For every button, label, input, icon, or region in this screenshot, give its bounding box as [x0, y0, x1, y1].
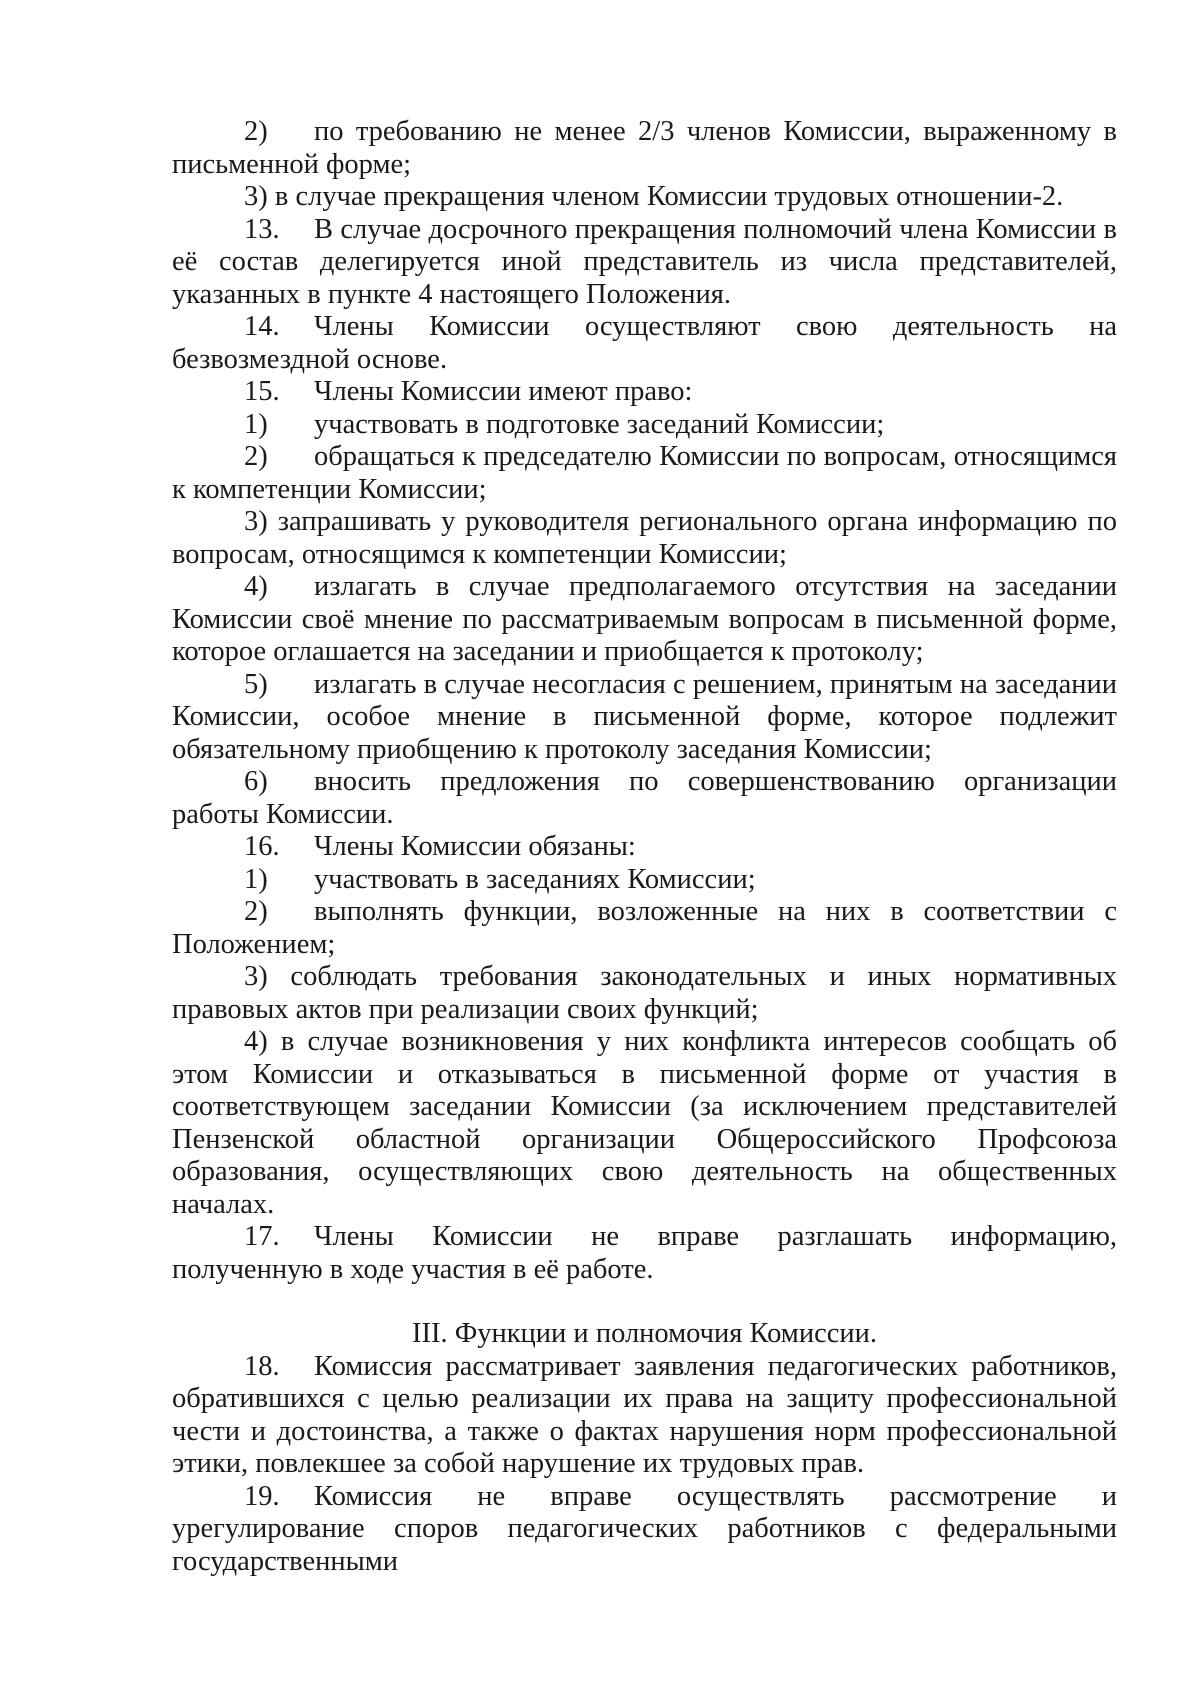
item-number: 1) — [244, 408, 268, 440]
paragraph-item-3-termination — [172, 181, 1117, 214]
paragraph-15-item-1 — [172, 409, 1117, 442]
paragraph-18 — [172, 1351, 1117, 1481]
paragraph-text: 3) запрашивать у руководителя регионального органа информацию по вопросам, относящимся к компетенции Комиссии; — [172, 506, 1117, 570]
paragraph-15-item-2 — [172, 441, 1117, 506]
item-number: 13. — [244, 213, 280, 245]
paragraph-17 — [172, 1221, 1117, 1286]
paragraph-text: Члены Комиссии обязаны: — [314, 831, 636, 862]
paragraph-text: 3) соблюдать требования законодательных и иных нормативных правовых актов при реализации своих функций; — [172, 961, 1117, 1025]
paragraph-text: по требованию не менее 2/3 членов Комиссии, выраженному в письменной форме; — [172, 116, 1117, 180]
item-number: 16. — [244, 831, 280, 862]
item-number: 2) — [244, 441, 268, 472]
item-number: 5) — [244, 668, 268, 700]
paragraph-13 — [172, 214, 1117, 312]
item-number: 2) — [244, 116, 268, 147]
paragraph-text: Члены Комиссии имеют право: — [314, 376, 693, 407]
paragraph-text: излагать в случае предполагаемого отсутствия на заседании Комиссии своё мнение по рассматриваемым вопросам в письменной форме, которое оглашается на заседании и приобщается к протоколу; — [172, 571, 1117, 667]
paragraph-text: вносить предложения по совершенствованию организации работы Комиссии. — [172, 766, 1117, 830]
item-number: 4) — [244, 571, 268, 602]
paragraph-text: участвовать в заседаниях Комиссии; — [314, 863, 756, 895]
item-number: 15. — [244, 376, 280, 407]
paragraph-text: излагать в случае несогласия с решением, принятым на заседании Комиссии, особое мнение в письменной форме, которое подлежит обязательному приобщению к протоколу заседания Комиссии; — [172, 668, 1117, 765]
item-number: 18. — [244, 1350, 280, 1382]
paragraph-text: выполнять функции, возложенные на них в соответствии с Положением; — [172, 896, 1117, 960]
paragraph-16-item-2 — [172, 896, 1117, 961]
paragraph-item-2-written-request — [172, 116, 1117, 181]
paragraph-text: участвовать в подготовке заседаний Комиссии; — [314, 408, 885, 440]
paragraph-text: В случае досрочного прекращения полномочий члена Комиссии в её состав делегируется иной представитель из числа представителей, указанных в пункте 4 настоящего Положения. — [172, 213, 1117, 310]
paragraph-19 — [172, 1481, 1117, 1579]
paragraph-text: обращаться к председателю Комиссии по вопросам, относящимся к компетенции Комиссии; — [172, 441, 1117, 505]
item-number: 17. — [244, 1221, 280, 1252]
document-body — [172, 116, 1117, 1578]
paragraph-16-item-1 — [172, 864, 1117, 897]
item-number: 1) — [244, 863, 268, 895]
paragraph-text: Комиссия не вправе осуществлять рассмотрение и урегулирование споров педагогических работников с федеральными государственными — [172, 1480, 1117, 1577]
paragraph-15 — [172, 376, 1117, 409]
paragraph-16-item-3 — [172, 961, 1117, 1026]
paragraph-16-item-4 — [172, 1026, 1117, 1221]
item-number: 14. — [244, 311, 280, 342]
paragraph-15-item-5 — [172, 669, 1117, 767]
paragraph-text: 4) в случае возникновения у них конфликта интересов сообщать об этом Комиссии и отказываться в письменной форме от участия в соответствующем заседании Комиссии (за исключением представителей Пензенской областной организации Общероссийского Профсоюза образования, осуществляющих свою деятельность на общественных началах. — [172, 1026, 1117, 1220]
item-number: 19. — [244, 1480, 280, 1512]
paragraph-16 — [172, 831, 1117, 864]
paragraph-15-item-4 — [172, 571, 1117, 669]
item-number: 2) — [244, 896, 268, 927]
item-number: 6) — [244, 766, 268, 797]
paragraph-15-item-6 — [172, 766, 1117, 831]
paragraph-15-item-3 — [172, 506, 1117, 571]
paragraph-text: 3) в случае прекращения членом Комиссии трудовых отношении-2. — [244, 181, 1064, 212]
section-heading: III. Функции и полномочия Комиссии. — [411, 1318, 878, 1349]
paragraph-text: Члены Комиссии не вправе разглашать информацию, полученную в ходе участия в её работе. — [172, 1221, 1117, 1285]
paragraph-text: Комиссия рассматривает заявления педагогических работников, обратившихся с целью реализации их права на защиту профессиональной чести и достоинства, а также о фактах нарушения норм профессиональной этики, повлекшее за собой нарушение их трудовых прав. — [172, 1350, 1117, 1479]
paragraph-14 — [172, 311, 1117, 376]
paragraph-text: Члены Комиссии осуществляют свою деятельность на безвозмездной основе. — [172, 311, 1117, 375]
